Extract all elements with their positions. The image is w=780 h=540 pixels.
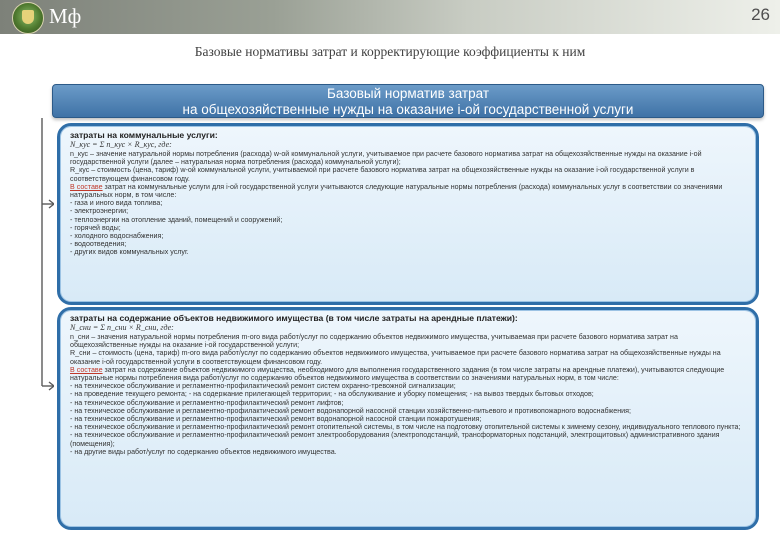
panel-title: затраты на содержание объектов недвижимого имущества (в том числе затраты на арендные платежи): xyxy=(70,313,518,323)
list-item: - на техническое обслуживание и регламентно-профилактический ремонт электрооборудования (электроподстанций, трансформаторных подстанций, электрощитовых) административного здания (помещения); xyxy=(70,431,720,448)
composition-rest: затрат на коммунальные услуги для i-ой государственной услуги учитываются следующие натуральные нормы потребления (расхода) коммунальных услуг в соответствии со значениями натуральных норм, в том числе: xyxy=(70,182,723,200)
banner-line-2: на общехозяйственные нужды на оказание i-ой государственной услуги xyxy=(182,101,634,117)
composition-lead: В составе xyxy=(70,182,103,191)
list-item: - на другие виды работ/услуг по содержанию объектов недвижимого имущества. xyxy=(70,447,337,456)
list-item: - теплоэнергии на отопление зданий, помещений и сооружений; xyxy=(70,215,283,224)
list-item: - газа и иного вида топлива; xyxy=(70,199,163,208)
real-estate-panel xyxy=(57,307,759,530)
connector-arrows xyxy=(34,118,54,438)
list-item: - других видов коммунальных услуг. xyxy=(70,248,189,257)
list-item: - холодного водоснабжения; xyxy=(70,232,164,241)
definition: R_кус – стоимость (цена, тариф) w-ой коммунальной услуги, учитываемой при расчете базового норматива затрат на общехозяйственные нужды на оказание i-ой государственной услуги в соответствующем финансовом году. xyxy=(70,166,695,183)
banner-line-1: Базовый норматив затрат xyxy=(326,86,490,101)
definition: R_сни – стоимость (цена, тариф) m-ого вида работ/услуг по содержанию объектов недвижимого имущества, учитываемое при расчете базового норматива затрат на общехозяйственные нужды на оказание i-ой государственной услуги в соответствующем финансовом году. xyxy=(70,349,721,366)
emblem-logo xyxy=(12,2,44,34)
list-item: - на проведение текущего ремонта; - на содержание прилегающей территории; - на обслуживание и уборку помещения; - на вывоз твердых бытовых отходов; xyxy=(70,390,594,399)
list-item: - на техническое обслуживание и регламентно-профилактический ремонт водонапорной насосной станции пожаротушения; xyxy=(70,415,482,424)
composition-rest: затрат на содержание объектов недвижимого имущества, необходимого для выполнения государственного задания (в том числе затраты на арендные платежи), учитываются следующие натуральные нормы потребления вида работ/услуг по содержанию объектов недвижимого имущества в соответствии со значениями натуральных норм, в том числе: xyxy=(70,365,725,383)
formula: N_сни = Σ n_сни × R_сни, где: xyxy=(70,323,174,332)
composition-lead: В составе xyxy=(70,365,103,374)
list-item: - на техническое обслуживание и регламентно-профилактический ремонт систем охранно-тревожной сигнализации; xyxy=(70,382,456,391)
definition: n_кус – значение натуральной нормы потребления (расхода) w-ой коммунальной услуги, учитываемое при расчете базового норматива затрат на общехозяйственные нужды на оказание i-ой государственной услуги (далее – натуральная норма потребления (расхода) коммунальной услуги); xyxy=(70,150,702,167)
list-item: - горячей воды; xyxy=(70,223,121,232)
composition-text xyxy=(70,183,746,199)
list-item: - на техническое обслуживание и регламентно-профилактический ремонт лифтов; xyxy=(70,398,344,407)
list-item: - электроэнергии; xyxy=(70,207,129,216)
composition-text xyxy=(70,366,746,382)
formula: N_кус = Σ n_кус × R_кус, где: xyxy=(70,140,172,149)
page-number: 26 xyxy=(751,5,770,24)
logo-text: Мф xyxy=(49,4,82,28)
panel-title: затраты на коммунальные услуги: xyxy=(70,130,218,140)
title-banner xyxy=(52,84,764,118)
utilities-panel xyxy=(57,123,759,305)
list-item: - водоотведения; xyxy=(70,240,127,249)
top-band xyxy=(0,0,780,34)
page-subtitle: Базовые нормативы затрат и корректирующие коэффициенты к ним xyxy=(194,44,586,59)
list-item: - на техническое обслуживание и регламентно-профилактический ремонт отопительной системы, в том числе на подготовку отопительной системы к зимнему сезону, индивидуального теплового пункта; xyxy=(70,423,741,432)
list-item: - на техническое обслуживание и регламентно-профилактический ремонт водонапорной насосной станции хозяйственно-питьевого и противопожарного водоснабжения; xyxy=(70,406,631,415)
definition: n_сни – значения натуральной нормы потребления m-ого вида работ/услуг по содержанию объектов недвижимого имущества, учитываемая при расчете базового норматива затрат на общехозяйственные нужды на оказание i-ой государственной услуги; xyxy=(70,333,678,350)
